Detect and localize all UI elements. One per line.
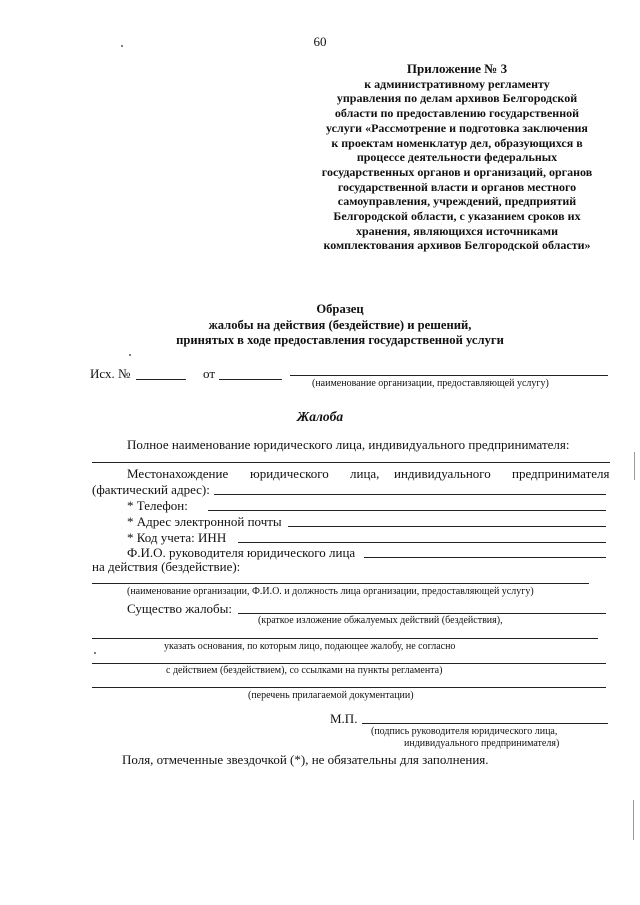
stamp-label: М.П.	[330, 711, 358, 726]
phone-field[interactable]	[208, 510, 606, 511]
documents-caption: (перечень прилагаемой документации)	[248, 690, 414, 701]
actions-field[interactable]	[92, 583, 589, 584]
refs-caption: с действием (бездействием), со ссылками на пункты регламента)	[166, 665, 443, 676]
address-field[interactable]	[214, 494, 606, 495]
optional-fields-note: Поля, отмеченные звездочкой (*), не обязательны для заполнения.	[122, 752, 489, 767]
address-label: (фактический адрес):	[92, 482, 210, 497]
inn-label: * Код учета: ИНН	[127, 530, 227, 545]
address-word: Местонахождение	[127, 466, 229, 481]
signature-field[interactable]	[362, 723, 608, 724]
title-line: жалобы на действия (бездействие) и решений,	[208, 317, 472, 332]
title-line: принятых в ходе предоставления государственной услуги	[176, 333, 504, 347]
appendix-line: комплектования архивов Белгородской области»	[323, 238, 591, 253]
scan-speck	[94, 652, 96, 654]
scan-edge-mark	[633, 800, 634, 840]
scan-speck	[129, 354, 131, 356]
actions-label: на действия (бездействие):	[92, 559, 241, 574]
documents-field[interactable]	[92, 687, 606, 688]
head-name-field[interactable]	[364, 557, 606, 558]
appendix-line: самоуправления, учреждений, предприятий	[337, 194, 577, 209]
scan-speck	[121, 45, 123, 47]
full-name-field[interactable]	[92, 462, 610, 463]
email-label: * Адрес электронной почты	[127, 514, 282, 529]
essence-field[interactable]	[238, 613, 606, 614]
appendix-line: процессе деятельности федеральных	[356, 150, 558, 165]
address-word: юридического	[250, 466, 329, 481]
signature-caption: (подпись руководителя юридического лица,	[371, 726, 558, 737]
org-name-field[interactable]	[290, 375, 608, 376]
email-field[interactable]	[288, 526, 606, 527]
document-title	[140, 302, 540, 349]
scan-edge-mark	[634, 452, 635, 480]
head-name-label: Ф.И.О. руководителя юридического лица	[127, 545, 356, 560]
appendix-line: к административному регламенту	[364, 76, 550, 91]
ref-date-label: от	[203, 366, 216, 381]
complaint-heading: Жалоба	[296, 409, 344, 424]
full-name-label: Полное наименование юридического лица, индивидуального предпринимателя:	[127, 437, 570, 452]
essence-label: Существо жалобы:	[127, 601, 233, 616]
appendix-line: области по предоставлению государственной	[334, 106, 580, 121]
ref-number-label: Исх. №	[90, 366, 131, 381]
essence-caption: (краткое изложение обжалуемых действий (бездействия),	[258, 615, 503, 626]
appendix-line: Белгородской области, с указанием сроков их	[333, 209, 581, 224]
appendix-line: к проектам номенклатур дел, образующихся в	[331, 135, 583, 150]
page-number: 60	[313, 34, 327, 49]
appendix-line: хранения, являющихся источниками	[355, 223, 559, 238]
appendix-title: Приложение № 3	[406, 61, 508, 76]
actions-caption: (наименование организации, Ф.И.О. и должность лица организации, предоставляющей услугу)	[127, 586, 534, 597]
org-caption: (наименование организации, предоставляющей услугу)	[312, 378, 549, 389]
title-line: Образец	[316, 302, 364, 316]
appendix-header	[292, 62, 622, 253]
ref-date-field[interactable]	[219, 379, 282, 380]
address-word: индивидуального	[394, 466, 491, 481]
essence-field-2[interactable]	[92, 638, 598, 639]
appendix-line: управления по делам архивов Белгородской	[336, 91, 578, 106]
inn-field[interactable]	[238, 542, 606, 543]
grounds-caption: указать основания, по которым лицо, подающее жалобу, не согласно	[164, 641, 456, 652]
address-word: предпринимателя	[512, 466, 610, 481]
ref-number-field[interactable]	[136, 379, 186, 380]
signature-caption: индивидуального предпринимателя)	[404, 738, 560, 749]
appendix-line: государственных органов и организаций, органов	[321, 164, 593, 179]
appendix-line: услуги «Рассмотрение и подготовка заключения	[326, 120, 588, 135]
address-word: лица,	[350, 466, 380, 481]
appendix-line: государственной власти и органов местного	[337, 179, 577, 194]
grounds-field[interactable]	[92, 663, 606, 664]
phone-label: * Телефон:	[127, 498, 188, 513]
